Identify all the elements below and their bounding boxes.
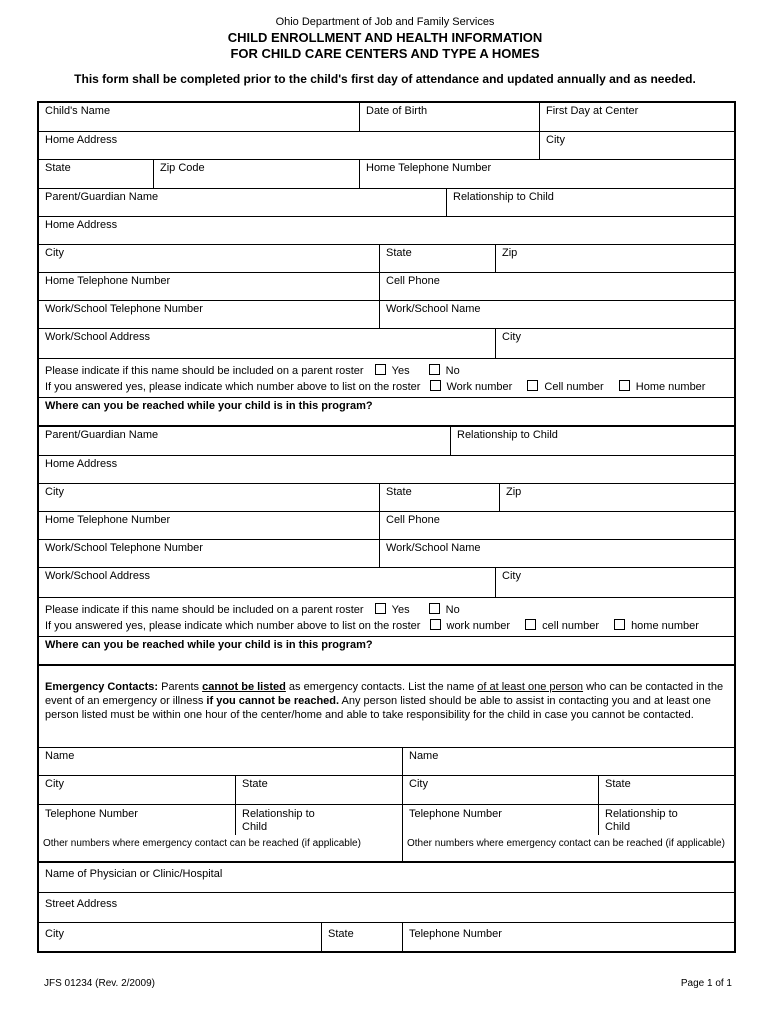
g2-roster-no-label: No xyxy=(445,604,460,616)
physician-row-1 xyxy=(39,863,734,893)
g1-home-number-label: Home number xyxy=(635,381,706,393)
g2-cell-field[interactable] xyxy=(379,512,734,539)
g2-reach-field[interactable] xyxy=(39,636,734,664)
child-name-field[interactable] xyxy=(39,103,359,131)
child-first-day-label: First Day at Center xyxy=(546,105,639,117)
ec1-relationship-field[interactable] xyxy=(235,805,335,835)
physician-name-label: Name of Physician or Clinic/Hospital xyxy=(45,868,223,880)
g1-reach-field[interactable] xyxy=(39,397,734,425)
ec2-state-field[interactable] xyxy=(598,776,734,804)
emergency-row-4 xyxy=(39,835,734,863)
emergency-heading: Emergency Contacts: xyxy=(45,681,159,693)
g2-roster-label: Please indicate if this name should be included on a parent roster xyxy=(45,604,364,616)
emergency-row-3 xyxy=(39,805,734,835)
child-first-day-field[interactable] xyxy=(539,103,734,131)
g1-roster-yes-label: Yes xyxy=(391,365,410,377)
physician-name-field[interactable] xyxy=(39,863,734,892)
g2-home-address-label: Home Address xyxy=(45,458,118,470)
g1-roster-number-label: If you answered yes, please indicate which number above to list on the roster xyxy=(45,381,421,393)
g1-roster-no-checkbox[interactable] xyxy=(429,364,440,375)
emergency-text-2: as emergency contacts. List the name xyxy=(285,681,478,693)
g2-row-5 xyxy=(39,540,734,568)
g1-state-label: State xyxy=(386,247,412,259)
g2-work-phone-field[interactable] xyxy=(39,540,379,567)
child-home-address-field[interactable] xyxy=(39,132,539,159)
child-home-phone-field[interactable] xyxy=(359,160,734,188)
agency-name: Ohio Department of Job and Family Services xyxy=(275,16,495,28)
g1-work-phone-label: Work/School Telephone Number xyxy=(45,303,203,315)
g1-work-name-field[interactable] xyxy=(379,301,734,328)
child-name-label: Child's Name xyxy=(45,105,111,117)
emergency-if-cannot: if you cannot be reached. xyxy=(206,695,340,707)
g2-name-label: Parent/Guardian Name xyxy=(45,429,159,441)
child-state-label: State xyxy=(45,162,71,174)
g2-work-name-label: Work/School Name xyxy=(386,542,481,554)
child-dob-field[interactable] xyxy=(359,103,539,131)
g1-row-3 xyxy=(39,245,734,273)
ec2-state-label: State xyxy=(605,778,631,790)
g1-reach-label: Where can you be reached while your child is in this program? xyxy=(45,400,373,412)
ec1-city-field[interactable] xyxy=(39,776,235,804)
ec2-other-numbers-label: Other numbers where emergency contact can be reached (if applicable) xyxy=(407,838,725,849)
g1-work-city-label: City xyxy=(502,331,521,343)
form-title-line1: CHILD ENROLLMENT AND HEALTH INFORMATION xyxy=(227,30,543,45)
g2-reach-label: Where can you be reached while your child is in this program? xyxy=(45,639,373,651)
g2-roster-number-question xyxy=(45,619,699,632)
g2-work-number-label: work number xyxy=(446,620,511,632)
g1-work-name-label: Work/School Name xyxy=(386,303,481,315)
g1-zip-label: Zip xyxy=(502,247,518,259)
form-instruction: This form shall be completed prior to the child's first day of attendance and updated annually and as needed. xyxy=(74,72,696,86)
g2-state-label: State xyxy=(386,486,412,498)
g2-home-number-checkbox[interactable] xyxy=(614,619,625,630)
physician-street-field[interactable] xyxy=(39,893,734,922)
child-home-phone-label: Home Telephone Number xyxy=(366,162,492,174)
child-state-field[interactable] xyxy=(39,160,153,188)
g2-home-address-field[interactable] xyxy=(39,456,734,483)
child-home-address-label: Home Address xyxy=(45,134,118,146)
g1-zip-field[interactable] xyxy=(495,245,734,272)
child-row-2 xyxy=(39,132,734,160)
g2-roster-yes-checkbox[interactable] xyxy=(375,603,386,614)
g2-cell-label: Cell Phone xyxy=(386,514,440,526)
emergency-row-1 xyxy=(39,748,734,776)
physician-row-3 xyxy=(39,923,734,951)
emergency-row-2 xyxy=(39,776,734,805)
g1-work-phone-field[interactable] xyxy=(39,301,379,328)
g1-name-label: Parent/Guardian Name xyxy=(45,191,159,203)
emergency-text-4: Any person listed should be able to assist in contacting you and at least one person listed must be within one hour of the center/home and able to take responsibility for the child in case you cannot be contacted. xyxy=(45,695,711,721)
emergency-instructions xyxy=(39,666,734,748)
g2-home-number-label: home number xyxy=(631,620,699,632)
ec2-telephone-label: Telephone Number xyxy=(409,808,502,820)
g1-relationship-field[interactable] xyxy=(446,189,734,216)
physician-street-label: Street Address xyxy=(45,898,118,910)
g2-work-phone-label: Work/School Telephone Number xyxy=(45,542,203,554)
g1-home-address-field[interactable] xyxy=(39,217,734,244)
g1-home-address-label: Home Address xyxy=(45,219,118,231)
g1-city-label: City xyxy=(45,247,64,259)
g2-row-6 xyxy=(39,568,734,598)
g2-zip-field[interactable] xyxy=(499,484,734,511)
g2-home-phone-label: Home Telephone Number xyxy=(45,514,171,526)
child-city-field[interactable] xyxy=(539,132,734,159)
g2-roster-block xyxy=(39,598,734,636)
form-number: JFS 01234 (Rev. 2/2009) xyxy=(44,978,155,989)
physician-row-2 xyxy=(39,893,734,923)
g2-home-phone-field[interactable] xyxy=(39,512,379,539)
ec1-state-field[interactable] xyxy=(235,776,402,804)
emergency-instruction-text xyxy=(45,680,724,722)
emergency-cannot-listed: cannot be listed xyxy=(202,681,286,693)
g1-row-2 xyxy=(39,217,734,245)
g2-relationship-field[interactable] xyxy=(450,427,734,455)
g1-work-address-label: Work/School Address xyxy=(45,331,150,343)
g1-row-5 xyxy=(39,301,734,329)
g2-city-field[interactable] xyxy=(39,484,379,511)
g2-name-field[interactable] xyxy=(39,427,450,455)
g2-cell-number-label: cell number xyxy=(542,620,599,632)
physician-city-field[interactable] xyxy=(39,923,321,951)
ec2-other-numbers-field[interactable] xyxy=(402,835,734,861)
child-row-3 xyxy=(39,160,734,189)
g1-roster-block xyxy=(39,359,734,397)
ec2-city-label: City xyxy=(409,778,428,790)
child-city-label: City xyxy=(546,134,565,146)
g1-cell-number-label: Cell number xyxy=(544,381,604,393)
form-title-line2: FOR CHILD CARE CENTERS AND TYPE A HOMES xyxy=(230,46,540,61)
ec1-state-label: State xyxy=(242,778,268,790)
ec2-telephone-field[interactable] xyxy=(402,805,522,835)
g2-row-4 xyxy=(39,512,734,540)
page-number: Page 1 of 1 xyxy=(680,978,732,989)
emergency-text-1: Parents xyxy=(158,681,203,693)
g2-relationship-label: Relationship to Child xyxy=(457,429,558,441)
g1-cell-field[interactable] xyxy=(379,273,734,300)
g1-reach-row xyxy=(39,397,734,427)
g2-work-number-checkbox[interactable] xyxy=(430,619,441,630)
g1-state-field[interactable] xyxy=(379,245,495,272)
g1-work-city-field[interactable] xyxy=(495,329,734,358)
g2-work-city-field[interactable] xyxy=(495,568,734,597)
g1-roster-label: Please indicate if this name should be included on a parent roster xyxy=(45,365,364,377)
g2-city-label: City xyxy=(45,486,64,498)
g2-state-field[interactable] xyxy=(379,484,499,511)
emergency-text-3: who can be contacted in the event of an emergency or illness xyxy=(45,681,724,707)
ec1-other-numbers-field[interactable] xyxy=(39,835,402,861)
g2-roster-yes-label: Yes xyxy=(391,604,410,616)
child-dob-label: Date of Birth xyxy=(366,105,428,117)
g2-work-address-label: Work/School Address xyxy=(45,570,150,582)
g1-roster-no-label: No xyxy=(445,365,460,377)
ec2-relationship-field[interactable] xyxy=(598,805,698,835)
ec1-other-numbers-label: Other numbers where emergency contact can be reached (if applicable) xyxy=(43,838,361,849)
emergency-at-least-one: of at least one person xyxy=(477,681,584,693)
enrollment-form xyxy=(37,101,736,953)
g1-roster-number-question xyxy=(45,380,705,393)
ec1-relationship-label: Relationship to Child xyxy=(242,808,315,833)
g1-work-number-checkbox[interactable] xyxy=(430,380,441,391)
ec1-name-label: Name xyxy=(45,750,75,762)
g1-work-number-label: Work number xyxy=(446,381,513,393)
g1-cell-number-checkbox[interactable] xyxy=(527,380,538,391)
g1-relationship-label: Relationship to Child xyxy=(453,191,554,203)
physician-state-field[interactable] xyxy=(321,923,402,951)
g1-home-phone-label: Home Telephone Number xyxy=(45,275,171,287)
ec1-city-label: City xyxy=(45,778,64,790)
g1-name-field[interactable] xyxy=(39,189,446,216)
g2-work-name-field[interactable] xyxy=(379,540,734,567)
g2-zip-label: Zip xyxy=(506,486,522,498)
g2-reach-row xyxy=(39,636,734,666)
g2-roster-question xyxy=(45,603,460,616)
g1-row-6 xyxy=(39,329,734,359)
g1-roster-yes-checkbox[interactable] xyxy=(375,364,386,375)
g2-row-2 xyxy=(39,456,734,484)
g1-row-1 xyxy=(39,189,734,217)
g1-home-phone-field[interactable] xyxy=(39,273,379,300)
g1-work-address-field[interactable] xyxy=(39,329,495,358)
physician-telephone-field[interactable] xyxy=(402,923,734,951)
child-zip-field[interactable] xyxy=(153,160,359,188)
child-zip-label: Zip Code xyxy=(160,162,205,174)
ec2-relationship-label: Relationship to Child xyxy=(605,808,678,833)
g1-cell-label: Cell Phone xyxy=(386,275,440,287)
ec2-name-label: Name xyxy=(409,750,439,762)
g2-work-address-field[interactable] xyxy=(39,568,495,597)
g2-row-1 xyxy=(39,427,734,456)
g1-roster-question xyxy=(45,364,460,377)
physician-city-label: City xyxy=(45,928,64,940)
ec2-city-field[interactable] xyxy=(402,776,598,804)
ec1-telephone-label: Telephone Number xyxy=(45,808,138,820)
g1-home-number-checkbox[interactable] xyxy=(619,380,630,391)
g2-roster-no-checkbox[interactable] xyxy=(429,603,440,614)
g1-row-4 xyxy=(39,273,734,301)
physician-telephone-label: Telephone Number xyxy=(409,928,502,940)
child-row-1 xyxy=(39,103,734,132)
g2-cell-number-checkbox[interactable] xyxy=(525,619,536,630)
g1-city-field[interactable] xyxy=(39,245,379,272)
g2-row-3 xyxy=(39,484,734,512)
ec1-telephone-field[interactable] xyxy=(39,805,159,835)
ec1-name-field[interactable] xyxy=(39,748,402,775)
g2-roster-number-label: If you answered yes, please indicate which number above to list on the roster xyxy=(45,620,421,632)
ec2-name-field[interactable] xyxy=(402,748,734,775)
g2-work-city-label: City xyxy=(502,570,521,582)
physician-state-label: State xyxy=(328,928,354,940)
